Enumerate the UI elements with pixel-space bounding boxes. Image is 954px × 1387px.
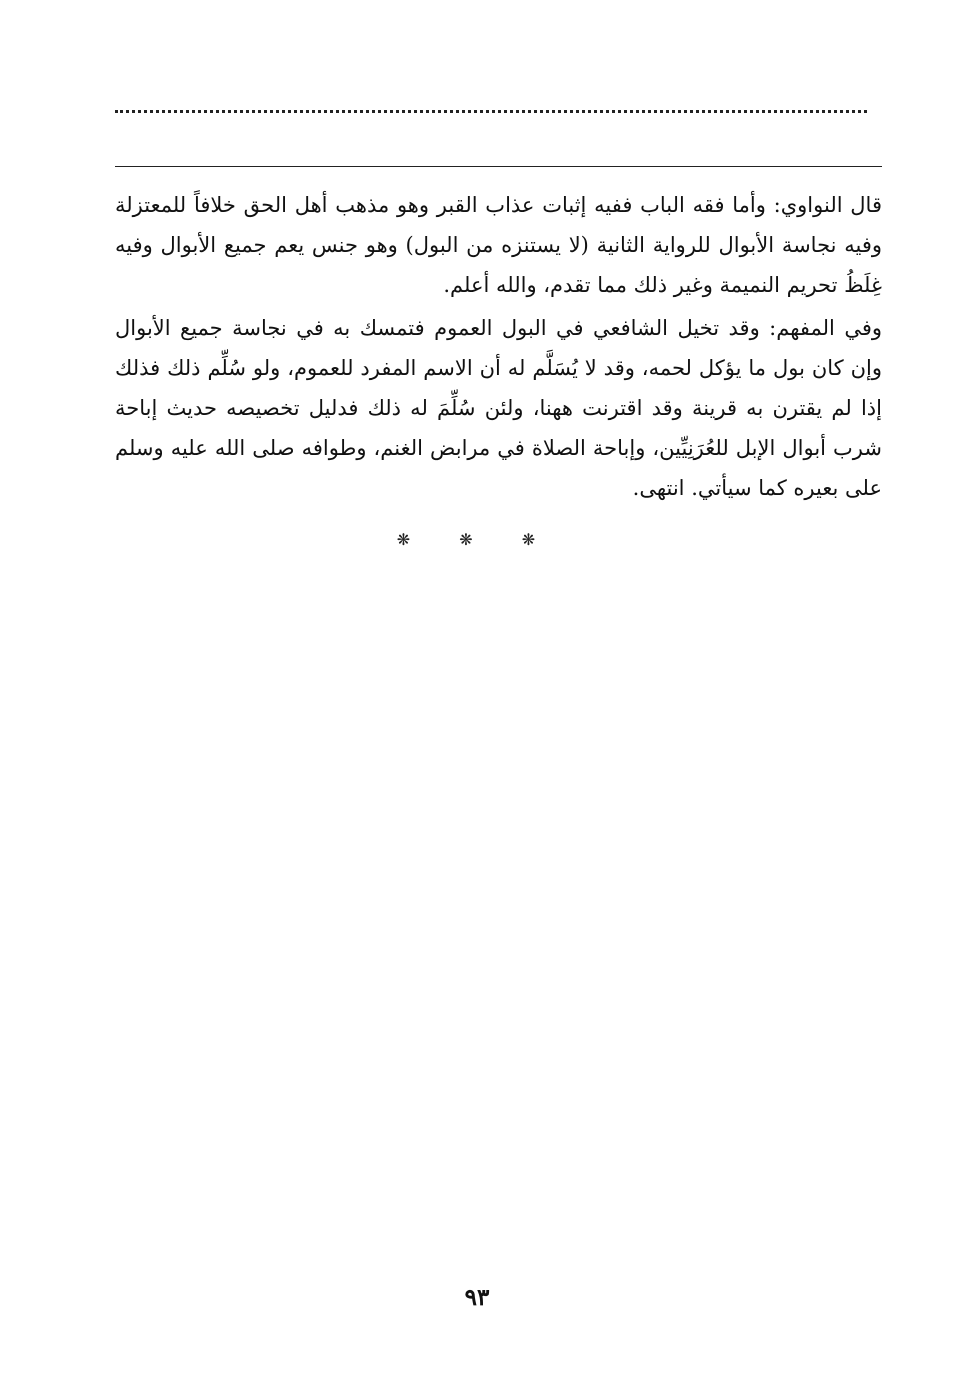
header-rule [115, 166, 882, 167]
paragraph-mufhim: وفي المفهم: وقد تخيل الشافعي في البول العموم فتمسك به في نجاسة جميع الأبوال وإن كان بول ما يؤكل لحمه، وقد لا يُسَلَّم له أن الاسم المفرد للعموم، ولو سُلِّم ذلك فذلك إذا لم يقترن به قرينة وقد اقترنت ههنا، ولئن سُلِّمَ له ذلك فدليل تخصيصه حديث إباحة شرب أبوال الإبل للعُرَنِيِّين، وإباحة الصلاة في مرابض الغنم، وطوافه صلى الله عليه وسلم على بعيره كما سيأتي. انتهى. [115, 316, 882, 500]
top-dotted-line [115, 110, 867, 113]
paragraph-nawawi: قال النواوي: وأما فقه الباب ففيه إثبات عذاب القبر وهو مذهب أهل الحق خلافاً للمعتزلة وفيه نجاسة الأبوال للرواية الثانية (لا يستنزه من البول) وهو جنس يعم جميع الأبوال وفيه غِلَظُ تحريم النميمة وغير ذلك مما تقدم، والله أعلم. [115, 193, 882, 297]
page-body [115, 185, 882, 508]
page-number: ٩٣ [464, 1284, 490, 1311]
section-separator: ❋ ❋ ❋ [396, 530, 558, 549]
